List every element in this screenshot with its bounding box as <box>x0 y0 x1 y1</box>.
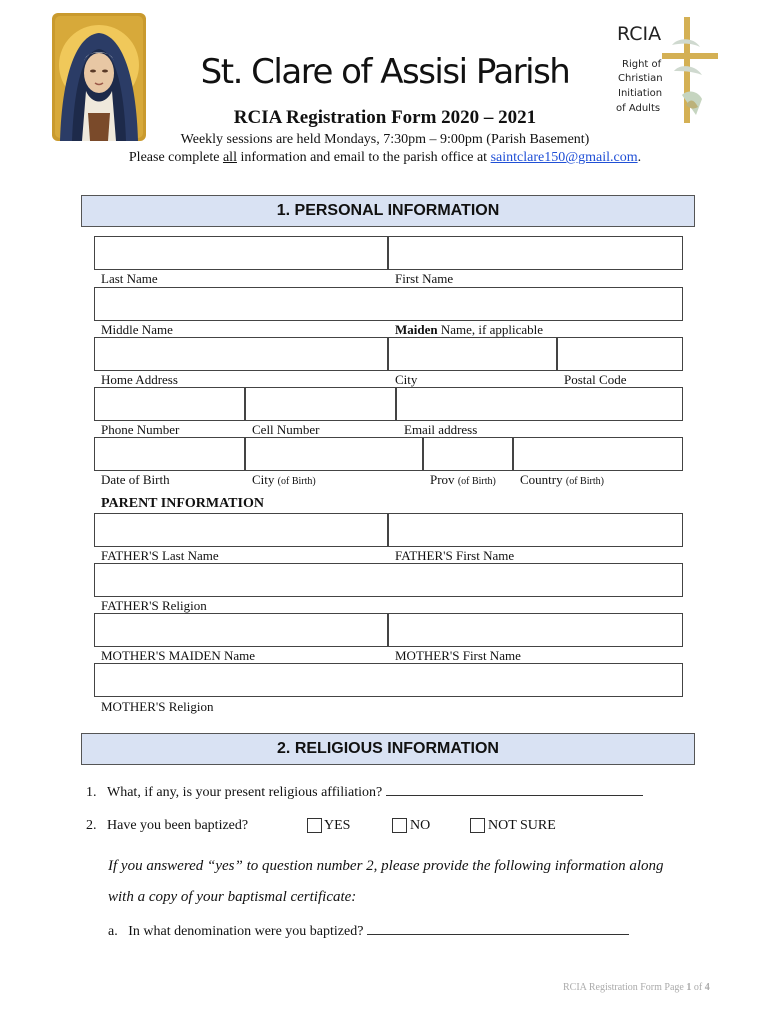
question-2-text: Have you been baptized? <box>107 818 249 833</box>
form-subtitle: RCIA Registration Form 2020 – 2021 <box>233 107 537 128</box>
baptized-not-sure-label: NOT SURE <box>488 818 556 833</box>
baptized-no-label: NO <box>410 818 431 833</box>
question-1 <box>86 783 643 801</box>
instructions-all: all <box>222 150 237 165</box>
home-address-input[interactable] <box>94 337 388 371</box>
last-name-label: Last Name <box>101 271 158 286</box>
question-1-text: What, if any, is your present religious affiliation? <box>107 785 383 800</box>
parent-information-heading: PARENT INFORMATION <box>101 496 264 511</box>
postal-code-input[interactable] <box>557 337 683 371</box>
of-birth-note: (of Birth) <box>457 476 496 487</box>
first-name-input[interactable] <box>388 236 683 270</box>
home-address-label: Home Address <box>101 372 178 387</box>
question-1-number: 1. <box>86 785 97 800</box>
baptism-note-line2: with a copy of your baptismal certificate: <box>108 889 357 905</box>
mother-first-name-input[interactable] <box>388 613 683 647</box>
baptized-no-checkbox[interactable] <box>392 818 407 833</box>
father-religion-label: FATHER'S Religion <box>101 598 207 613</box>
middle-maiden-name-input[interactable] <box>94 287 683 321</box>
instructions-pre: Please complete <box>128 150 223 165</box>
question-a <box>108 922 629 940</box>
city-label: City <box>395 372 418 387</box>
baptism-note-line1: If you answered “yes” to question number 2, please provide the following information along <box>108 858 664 874</box>
question-2 <box>86 818 248 834</box>
father-religion-input[interactable] <box>94 563 683 597</box>
prov-of-birth-label <box>430 472 496 488</box>
email-address-label: Email address <box>404 422 478 437</box>
footer-text: RCIA Registration Form Page <box>563 982 687 993</box>
mother-religion-input[interactable] <box>94 663 683 697</box>
city-of-birth-label <box>252 472 316 488</box>
instructions <box>0 150 770 166</box>
footer-page-number: 1 <box>686 982 692 993</box>
country-of-birth-label <box>520 472 604 488</box>
prov-of-birth-text: Prov <box>430 472 455 487</box>
father-first-name-label: FATHER'S First Name <box>395 548 515 563</box>
baptized-yes-checkbox[interactable] <box>307 818 322 833</box>
last-name-input[interactable] <box>94 236 388 270</box>
country-of-birth-input[interactable] <box>513 437 683 471</box>
question-2-number: 2. <box>86 818 97 833</box>
prov-of-birth-input[interactable] <box>423 437 513 471</box>
maiden-bold: Maiden <box>395 322 438 337</box>
rcia-logo-line4: of Adults <box>616 103 661 114</box>
baptized-yes-label: YES <box>324 818 351 833</box>
phone-number-input[interactable] <box>94 387 245 421</box>
middle-name-label: Middle Name <box>101 322 173 337</box>
rcia-logo-line3: Initiation <box>618 88 663 99</box>
mother-maiden-name-input[interactable] <box>94 613 388 647</box>
postal-code-label: Postal Code <box>564 372 627 387</box>
mother-maiden-name-label: MOTHER'S MAIDEN Name <box>101 648 255 663</box>
rcia-logo-line1: Right of <box>622 59 662 70</box>
page-footer <box>563 982 710 993</box>
of-birth-note: (of Birth) <box>277 476 316 487</box>
instructions-mid: information and email to the parish office at <box>236 150 491 165</box>
city-of-birth-text: City <box>252 472 275 487</box>
rcia-logo-title: RCIA <box>617 23 662 45</box>
rcia-logo-line2: Christian <box>618 73 663 84</box>
father-last-name-label: FATHER'S Last Name <box>101 548 219 563</box>
page-title: St. Clare of Assisi Parish <box>200 52 570 92</box>
city-of-birth-input[interactable] <box>245 437 423 471</box>
footer-total-pages: 4 <box>704 982 710 993</box>
footer-of: of <box>691 982 705 993</box>
phone-number-label: Phone Number <box>101 422 180 437</box>
question-a-number: a. <box>108 924 118 939</box>
religious-affiliation-blank[interactable] <box>386 783 643 796</box>
mother-first-name-label: MOTHER'S First Name <box>395 648 521 663</box>
instructions-post: . <box>637 150 642 165</box>
section-personal-information-heading: 1. PERSONAL INFORMATION <box>81 195 695 227</box>
email-address-input[interactable] <box>396 387 683 421</box>
question-a-text: In what denomination were you baptized? <box>128 924 364 939</box>
baptized-not-sure-checkbox[interactable] <box>470 818 485 833</box>
of-birth-note: (of Birth) <box>565 476 604 487</box>
section-religious-information-heading: 2. RELIGIOUS INFORMATION <box>81 733 695 765</box>
first-name-label: First Name <box>395 271 454 286</box>
date-of-birth-input[interactable] <box>94 437 245 471</box>
sessions-info: Weekly sessions are held Mondays, 7:30pm – 9:00pm (Parish Basement) <box>180 132 590 147</box>
father-first-name-input[interactable] <box>388 513 683 547</box>
email-link[interactable]: saintclare150@gmail.com <box>490 150 638 165</box>
city-input[interactable] <box>388 337 557 371</box>
country-of-birth-text: Country <box>520 472 563 487</box>
baptism-denomination-blank[interactable] <box>367 922 629 935</box>
mother-religion-label: MOTHER'S Religion <box>101 699 214 714</box>
date-of-birth-label: Date of Birth <box>101 472 170 487</box>
maiden-rest: Name, if applicable <box>437 322 544 337</box>
cell-number-label: Cell Number <box>252 422 320 437</box>
father-last-name-input[interactable] <box>94 513 388 547</box>
maiden-name-label <box>395 322 543 338</box>
cell-number-input[interactable] <box>245 387 396 421</box>
